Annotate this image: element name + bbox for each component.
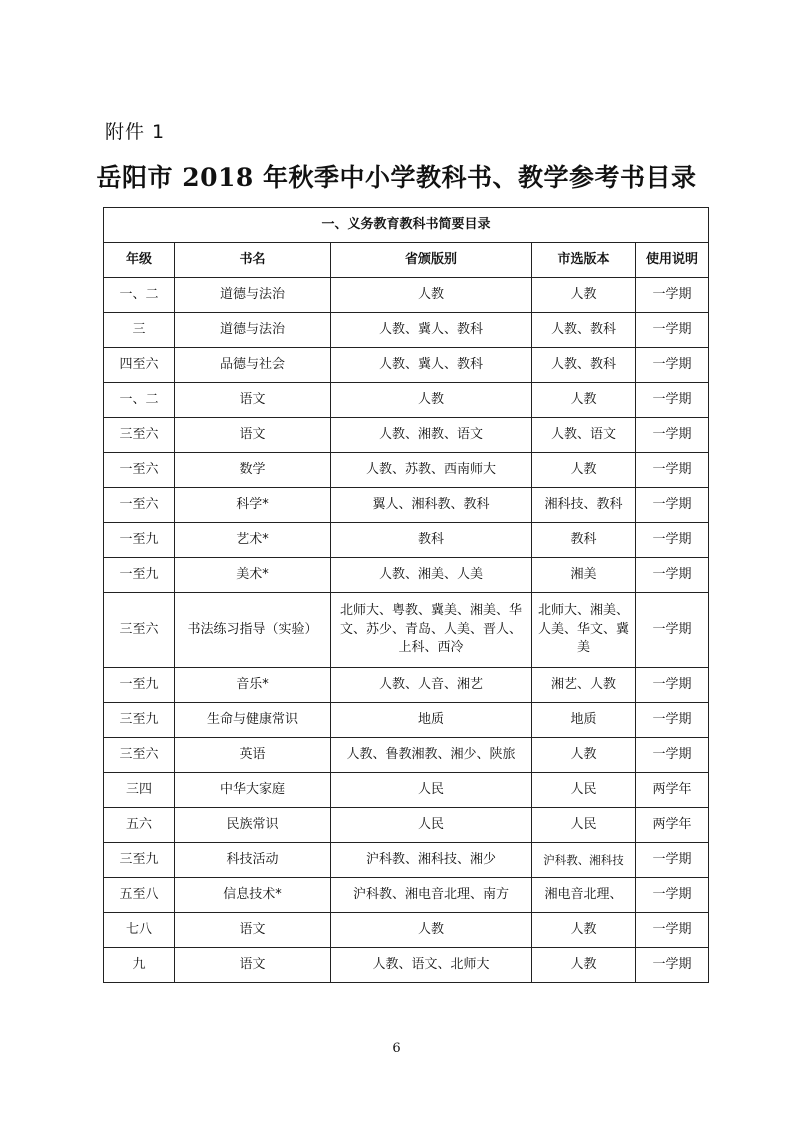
cell-book: 科学* [175, 488, 331, 523]
cell-grade: 一、二 [104, 278, 175, 313]
cell-city: 沪科教、湘科技 [532, 843, 636, 878]
cell-grade: 一至六 [104, 488, 175, 523]
cell-usage: 一学期 [636, 488, 709, 523]
table-row [104, 668, 709, 703]
cell-grade: 五六 [104, 808, 175, 843]
page-number: 6 [392, 1041, 401, 1056]
cell-city: 人教、语文 [532, 418, 636, 453]
cell-provincial: 人教 [331, 383, 532, 418]
cell-provincial: 人民 [331, 773, 532, 808]
cell-grade: 三至六 [104, 593, 175, 668]
cell-city: 人教 [532, 738, 636, 773]
cell-book: 英语 [175, 738, 331, 773]
cell-usage: 一学期 [636, 913, 709, 948]
cell-city: 湘美 [532, 558, 636, 593]
cell-city: 人教 [532, 913, 636, 948]
table-row [104, 593, 709, 668]
cell-usage: 一学期 [636, 383, 709, 418]
column-header-provincial: 省颁版别 [331, 243, 532, 278]
cell-city: 人教、教科 [532, 313, 636, 348]
cell-city: 湘科技、教科 [532, 488, 636, 523]
table-row [104, 738, 709, 773]
table-row [104, 558, 709, 593]
cell-city: 湘艺、人教 [532, 668, 636, 703]
cell-grade: 七八 [104, 913, 175, 948]
cell-provincial: 人教、湘教、语文 [331, 418, 532, 453]
cell-usage: 一学期 [636, 738, 709, 773]
cell-usage: 两学年 [636, 773, 709, 808]
table-row [104, 948, 709, 983]
cell-book: 语文 [175, 418, 331, 453]
cell-usage: 两学年 [636, 808, 709, 843]
cell-book: 美术* [175, 558, 331, 593]
cell-grade: 三至六 [104, 738, 175, 773]
cell-provincial: 翼人、湘科教、教科 [331, 488, 532, 523]
cell-provincial: 北师大、粤教、冀美、湘美、华文、苏少、青岛、人美、晋人、上科、西冷 [331, 593, 532, 668]
table-row [104, 913, 709, 948]
cell-book: 音乐* [175, 668, 331, 703]
cell-grade: 一至九 [104, 523, 175, 558]
cell-grade: 五至八 [104, 878, 175, 913]
table-row [104, 348, 709, 383]
cell-city: 人教 [532, 453, 636, 488]
cell-usage: 一学期 [636, 558, 709, 593]
cell-grade: 一至六 [104, 453, 175, 488]
cell-grade: 一至九 [104, 668, 175, 703]
cell-book: 道德与法治 [175, 278, 331, 313]
cell-city: 人民 [532, 808, 636, 843]
table-row [104, 278, 709, 313]
table-row [104, 453, 709, 488]
cell-provincial: 沪科教、湘科技、湘少 [331, 843, 532, 878]
cell-usage: 一学期 [636, 948, 709, 983]
cell-city: 湘电音北理、 [532, 878, 636, 913]
table-row [104, 488, 709, 523]
cell-usage: 一学期 [636, 843, 709, 878]
cell-provincial: 人教、鲁教湘教、湘少、陕旅 [331, 738, 532, 773]
cell-book: 数学 [175, 453, 331, 488]
cell-provincial: 人教、冀人、教科 [331, 313, 532, 348]
cell-usage: 一学期 [636, 878, 709, 913]
cell-provincial: 人教 [331, 913, 532, 948]
cell-provincial: 人教、冀人、教科 [331, 348, 532, 383]
cell-provincial: 人教、人音、湘艺 [331, 668, 532, 703]
cell-book: 科技活动 [175, 843, 331, 878]
cell-book: 书法练习指导（实验） [175, 593, 331, 668]
cell-grade: 三四 [104, 773, 175, 808]
cell-grade: 一至九 [104, 558, 175, 593]
cell-book: 艺术* [175, 523, 331, 558]
cell-usage: 一学期 [636, 348, 709, 383]
table-row [104, 808, 709, 843]
column-header-city: 市选版本 [532, 243, 636, 278]
cell-usage: 一学期 [636, 278, 709, 313]
cell-provincial: 人教 [331, 278, 532, 313]
cell-city: 人教 [532, 948, 636, 983]
cell-city: 北师大、湘美、人美、华文、冀美 [532, 593, 636, 668]
textbook-catalog-table [103, 207, 709, 983]
cell-provincial: 人教、苏教、西南师大 [331, 453, 532, 488]
cell-book: 道德与法治 [175, 313, 331, 348]
section-title-row [104, 208, 709, 243]
table-row [104, 773, 709, 808]
cell-usage: 一学期 [636, 703, 709, 738]
cell-grade: 三至九 [104, 703, 175, 738]
cell-city: 人民 [532, 773, 636, 808]
column-header-usage: 使用说明 [636, 243, 709, 278]
cell-city: 地质 [532, 703, 636, 738]
table-row [104, 523, 709, 558]
cell-usage: 一学期 [636, 418, 709, 453]
cell-usage: 一学期 [636, 593, 709, 668]
cell-usage: 一学期 [636, 668, 709, 703]
cell-book: 品德与社会 [175, 348, 331, 383]
cell-grade: 三 [104, 313, 175, 348]
document-title: 岳阳市 2018 年秋季中小学教科书、教学参考书目录 [96, 163, 697, 192]
cell-provincial: 地质 [331, 703, 532, 738]
table-row [104, 703, 709, 738]
cell-grade: 一、二 [104, 383, 175, 418]
cell-provincial: 人教、湘美、人美 [331, 558, 532, 593]
cell-provincial: 人民 [331, 808, 532, 843]
cell-grade: 三至九 [104, 843, 175, 878]
cell-provincial: 人教、语文、北师大 [331, 948, 532, 983]
attachment-label: 附件 1 [105, 121, 166, 143]
table-row [104, 878, 709, 913]
cell-book: 民族常识 [175, 808, 331, 843]
cell-city: 人教 [532, 278, 636, 313]
cell-usage: 一学期 [636, 313, 709, 348]
column-header-grade: 年级 [104, 243, 175, 278]
cell-provincial: 沪科教、湘电音北理、南方 [331, 878, 532, 913]
cell-usage: 一学期 [636, 523, 709, 558]
table-row [104, 843, 709, 878]
cell-grade: 四至六 [104, 348, 175, 383]
cell-book: 语文 [175, 913, 331, 948]
cell-book: 中华大家庭 [175, 773, 331, 808]
cell-city: 人教 [532, 383, 636, 418]
cell-provincial: 教科 [331, 523, 532, 558]
column-header-book: 书名 [175, 243, 331, 278]
cell-grade: 三至六 [104, 418, 175, 453]
cell-city: 人教、教科 [532, 348, 636, 383]
cell-usage: 一学期 [636, 453, 709, 488]
table-row [104, 383, 709, 418]
cell-book: 语文 [175, 948, 331, 983]
cell-city: 教科 [532, 523, 636, 558]
cell-grade: 九 [104, 948, 175, 983]
table-row [104, 418, 709, 453]
cell-book: 信息技术* [175, 878, 331, 913]
section-title: 一、义务教育教科书简要目录 [104, 208, 709, 243]
cell-book: 生命与健康常识 [175, 703, 331, 738]
cell-book: 语文 [175, 383, 331, 418]
table-row [104, 313, 709, 348]
column-header-row [104, 243, 709, 278]
